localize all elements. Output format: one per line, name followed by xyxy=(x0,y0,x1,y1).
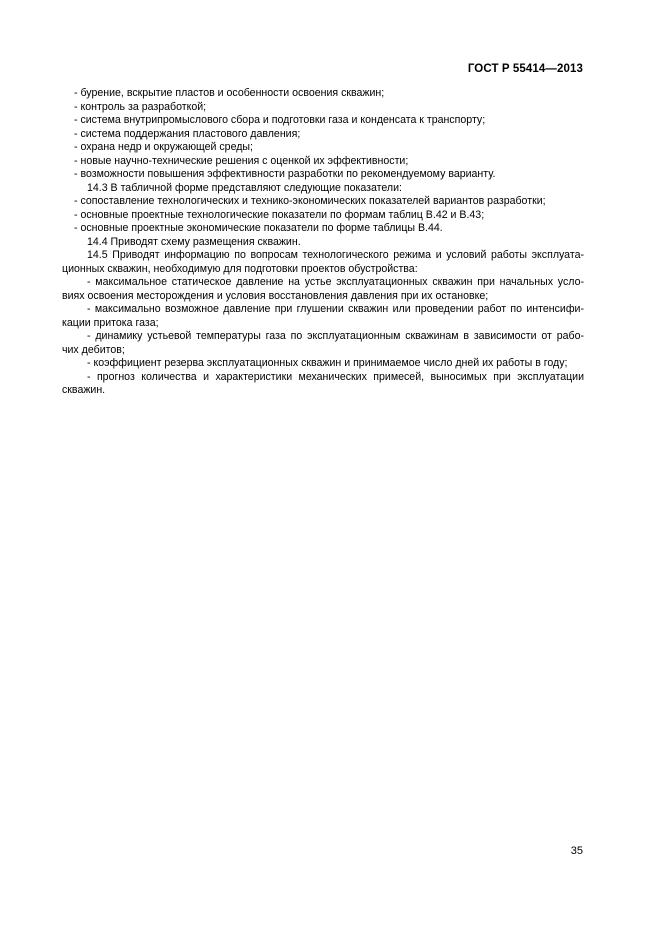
list-item: - охрана недр и окружающей среды; xyxy=(74,141,253,153)
document-header: ГОСТ Р 55414—2013 xyxy=(467,63,583,75)
list-item-continuation: виях освоения месторождения и условия восстановления давления при их остановке; xyxy=(62,289,489,302)
paragraph-line: ционных скважин, необходимую для подготовки проектов обустройства: xyxy=(62,262,418,275)
clause-heading: 14.4 Приводят схему размещения скважин. xyxy=(87,235,301,248)
list-item: - максимально возможное давление при глушении скважин или проведении работ по интенсифи- xyxy=(87,303,584,315)
list-item-continuation: кации притока газа; xyxy=(62,316,159,329)
list-item: - система внутрипромыслового сбора и подготовки газа и конденсата к транспорту; xyxy=(74,114,486,126)
list-item: - возможности повышения эффективности разработки по рекомендуемому варианту. xyxy=(74,168,496,180)
list-item-continuation: скважин. xyxy=(62,384,106,396)
list-item: - коэффициент резерва эксплуатационных скважин и принимаемое число дней их работы в году; xyxy=(87,357,568,369)
list-item: - основные проектные технологические показатели по формам таблиц В.42 и В.43; xyxy=(74,208,485,221)
list-item: - бурение, вскрытие пластов и особенности освоения скважин; xyxy=(74,87,385,99)
list-item: - система поддержания пластового давления; xyxy=(74,127,301,140)
list-item: - максимальное статическое давление на устье эксплуатационных скважин при начальных усло- xyxy=(87,276,584,288)
list-item: - основные проектные экономические показатели по форме таблицы В.44. xyxy=(74,222,443,234)
list-item-continuation: чих дебитов; xyxy=(62,343,125,356)
list-item: - контроль за разработкой; xyxy=(74,100,207,113)
paragraph-line: 14.5 Приводят информацию по вопросам технологического режима и условий работы эксплуата- xyxy=(87,249,584,261)
list-item: - новые научно-технические решения с оценкой их эффективности; xyxy=(74,154,409,167)
clause-heading: 14.3 В табличной форме представляют следующие показатели: xyxy=(87,181,402,194)
page-number: 35 xyxy=(570,845,583,857)
list-item: - динамику устьевой температуры газа по эксплуатационным скважинам в зависимости от рабо- xyxy=(87,330,584,342)
document-body xyxy=(62,87,584,398)
list-item: - прогноз количества и характеристики механических примесей, выносимых при эксплуатации xyxy=(87,370,584,383)
list-item: - сопоставление технологических и технико-экономических показателей вариантов разработки; xyxy=(74,195,546,207)
